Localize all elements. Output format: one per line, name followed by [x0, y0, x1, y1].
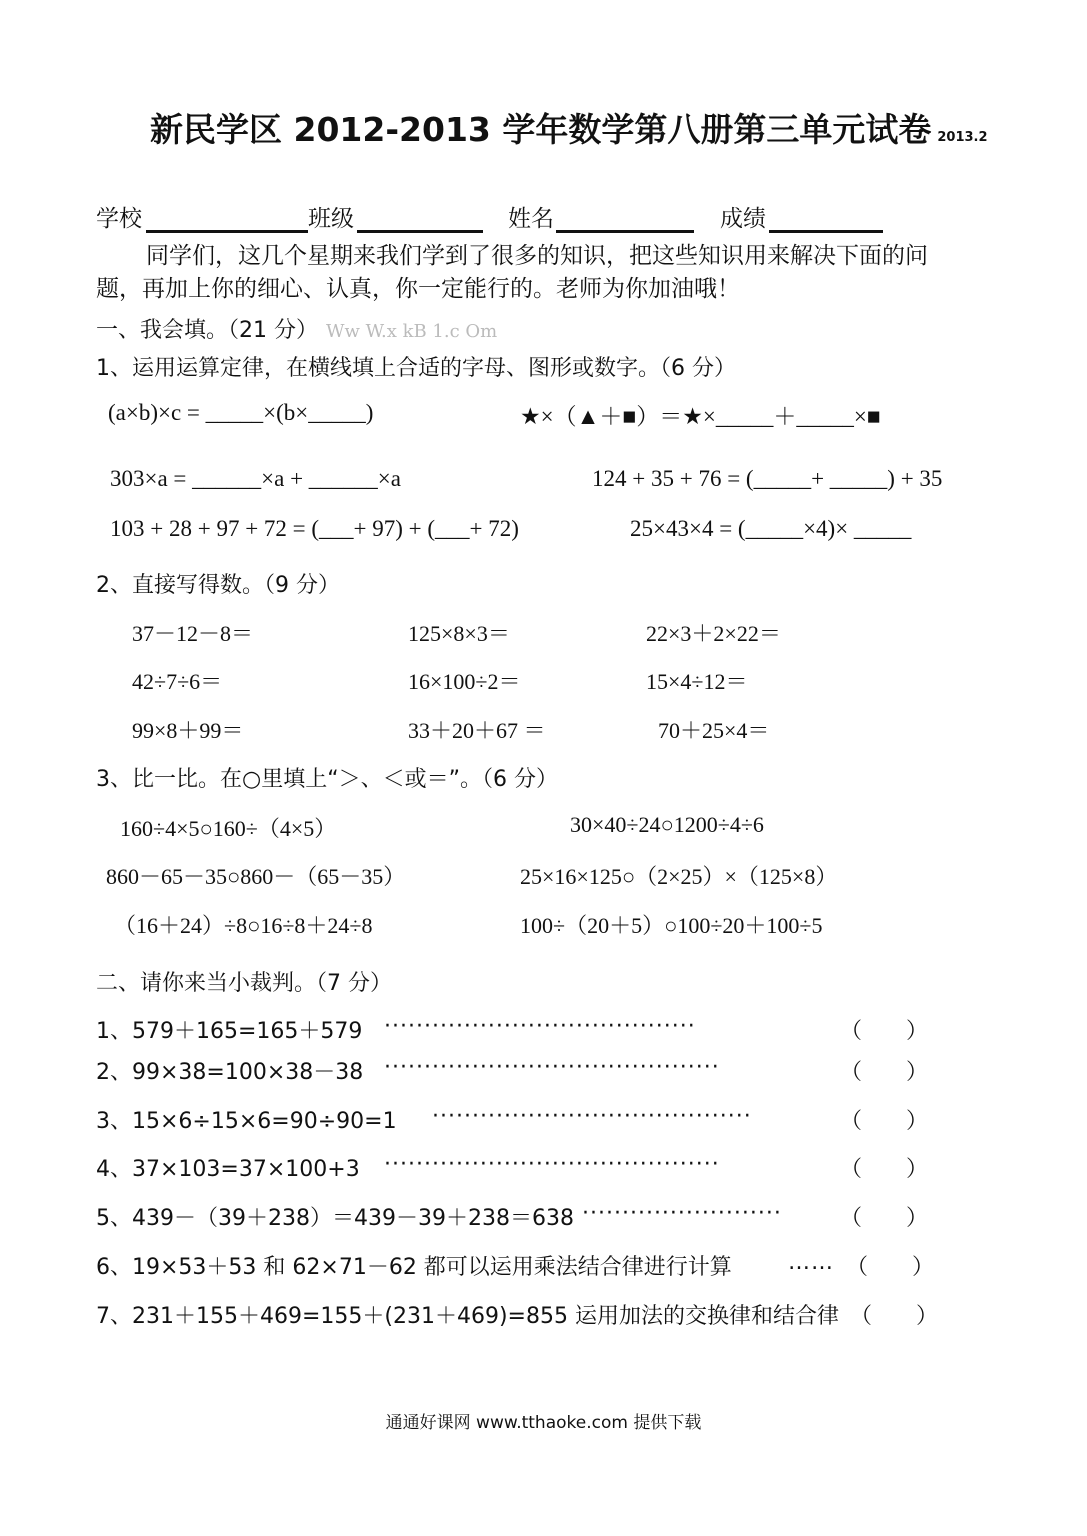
judge-item-1: 1、579＋165=165＋579 — [96, 1019, 363, 1044]
q2-item-4: 42÷7÷6＝ — [132, 669, 223, 694]
q2-item-3: 22×3＋2×22＝ — [646, 621, 781, 646]
q1-item-6: 25×43×4 = (_____×4)× _____ — [630, 516, 912, 541]
q2-item-5: 16×100÷2＝ — [408, 669, 521, 694]
judge-item-2: 2、99×38=100×38－38 — [96, 1060, 364, 1085]
judge-item-7: 7、231＋155＋469=155＋(231＋469)=855 运用加法的交换律和结合律 — [96, 1304, 839, 1329]
q2-item-6: 15×4÷12＝ — [646, 669, 748, 694]
answer-paren-3[interactable]: （ ） — [840, 1109, 929, 1134]
section1-heading-text: 一、我会填。（21 分） — [96, 318, 318, 343]
q3-item-4: 25×16×125○（2×25）×（125×8） — [520, 864, 838, 889]
judge-dots-6: …… — [788, 1250, 834, 1275]
q1-item-2: ★×（▲＋■）＝★×_____＋_____×■ — [520, 404, 881, 429]
answer-paren-1[interactable]: （ ） — [840, 1019, 929, 1044]
q3-item-2: 30×40÷24○1200÷4÷6 — [570, 812, 764, 837]
name-field[interactable] — [556, 230, 694, 233]
name-label: 姓名 — [508, 206, 554, 232]
section2-heading: 二、请你来当小裁判。（7 分） — [96, 971, 392, 996]
title-date: 2013.2 — [937, 130, 988, 145]
q1-item-5: 103 + 28 + 97 + 72 = (___+ 97) + (___+ 72) — [110, 516, 519, 541]
answer-paren-5[interactable]: （ ） — [840, 1206, 929, 1231]
school-label: 学校 — [96, 206, 142, 232]
q1-heading: 1、运用运算定律，在横线填上合适的字母、图形或数字。（6 分） — [96, 356, 736, 381]
q2-item-7: 99×8＋99＝ — [132, 718, 244, 743]
judge-dots-2: ·········································· — [384, 1055, 720, 1080]
answer-paren-2[interactable]: （ ） — [840, 1060, 929, 1085]
q1-item-3: 303×a = ______×a + ______×a — [110, 466, 401, 491]
intro-line-2: 题，再加上你的细心、认真，你一定能行的。老师为你加油哦！ — [96, 276, 740, 302]
judge-dots-1: ······································· — [384, 1014, 696, 1039]
judge-dots-5: ························· — [582, 1201, 782, 1226]
answer-paren-4[interactable]: （ ） — [840, 1157, 929, 1182]
q3-item-5: （16＋24）÷8○16÷8＋24÷8 — [114, 913, 373, 938]
q3-item-6: 100÷（20＋5）○100÷20＋100÷5 — [520, 913, 823, 938]
q2-item-9: 70＋25×4＝ — [658, 718, 770, 743]
judge-dots-4: ·········································· — [384, 1152, 720, 1177]
judge-item-5: 5、439－（39＋238）＝439－39＋238＝638 — [96, 1206, 574, 1231]
class-field[interactable] — [357, 230, 483, 233]
judge-item-6: 6、19×53＋53 和 62×71－62 都可以运用乘法结合律进行计算 — [96, 1255, 732, 1280]
answer-paren-6[interactable]: （ ） — [846, 1255, 935, 1280]
intro-line-1: 同学们，这几个星期来我们学到了很多的知识，把这些知识用来解决下面的问 — [146, 243, 928, 269]
judge-item-4: 4、37×103=37×100+3 — [96, 1157, 360, 1182]
q3-item-3: 860－65－35○860－（65－35） — [106, 864, 406, 889]
title-main: 新民学区 2012-2013 学年数学第八册第三单元试卷 — [150, 110, 932, 149]
q1-item-4: 124 + 35 + 76 = (_____+ _____) + 35 — [592, 466, 943, 491]
judge-dots-3: ········································ — [432, 1104, 752, 1129]
score-field[interactable] — [769, 230, 883, 233]
section1-heading — [96, 313, 497, 344]
watermark: Ww W.x kB 1.c Om — [326, 321, 498, 342]
q2-heading: 2、直接写得数。（9 分） — [96, 573, 340, 598]
class-label: 班级 — [308, 206, 354, 232]
school-field[interactable] — [146, 230, 308, 233]
q1-item-1: (a×b)×c = _____×(b×_____) — [108, 400, 374, 425]
q2-item-1: 37－12－8＝ — [132, 621, 254, 646]
q3-heading: 3、比一比。在○里填上“＞、＜或＝”。（6 分） — [96, 767, 558, 792]
page-footer: 通通好课网 www.tthaoke.com 提供下载 — [385, 1413, 702, 1433]
answer-paren-7[interactable]: （ ） — [850, 1304, 939, 1329]
page-title — [150, 104, 988, 151]
judge-item-3: 3、15×6÷15×6=90÷90=1 — [96, 1109, 397, 1134]
q3-item-1: 160÷4×5○160÷（4×5） — [120, 816, 337, 841]
score-label: 成绩 — [720, 206, 766, 232]
q2-item-8: 33＋20＋67 ＝ — [408, 718, 546, 743]
q2-item-2: 125×8×3＝ — [408, 621, 510, 646]
